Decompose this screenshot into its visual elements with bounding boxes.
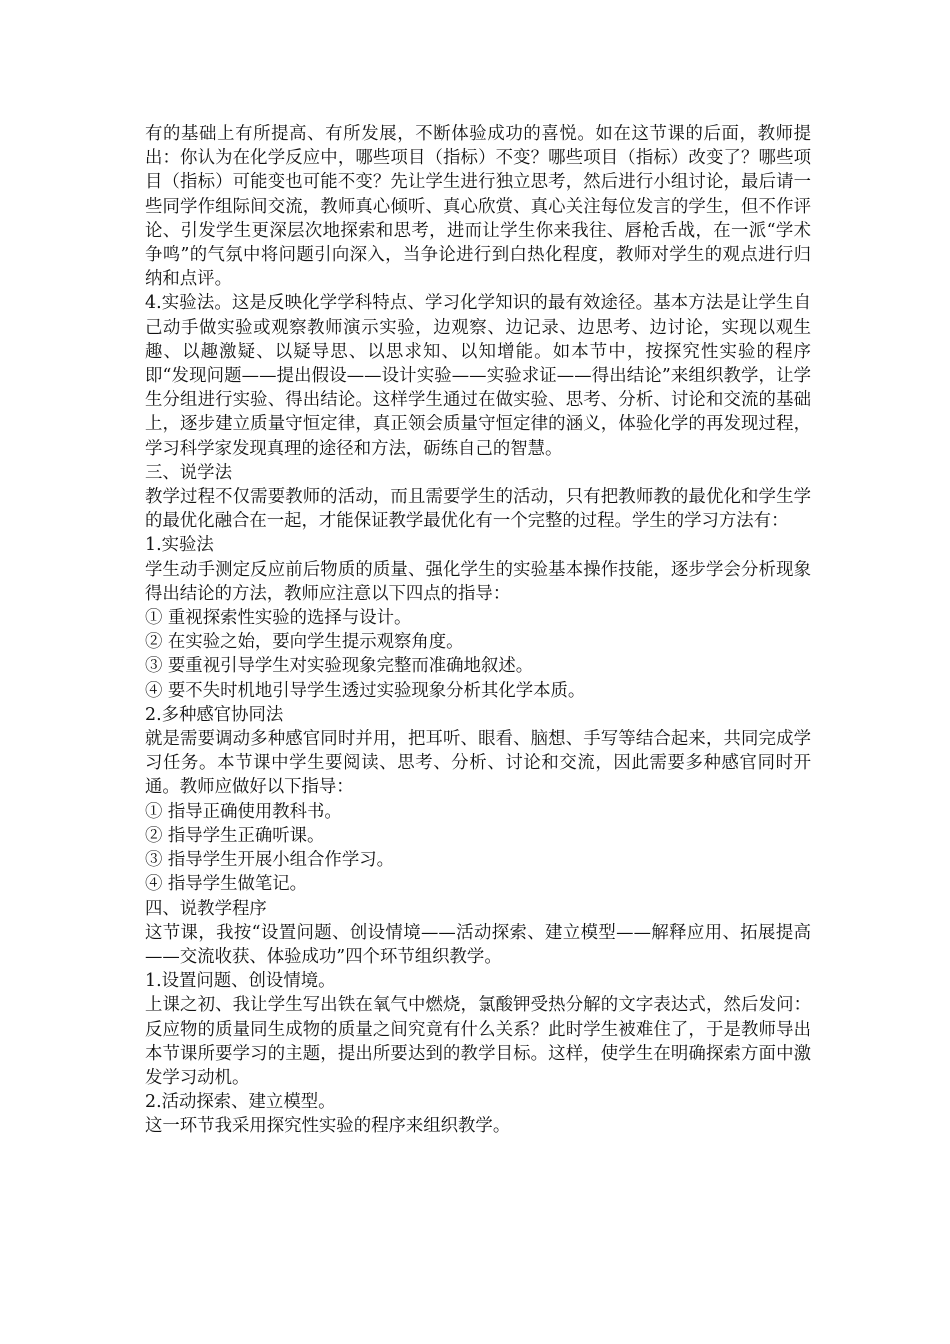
subheading-multi-sense: 2.多种感官协同法 [145, 704, 284, 725]
list-item: ③ 要重视引导学生对实验现象完整而准确地叙述。 [145, 656, 534, 677]
paragraph-set-questions-detail: 上课之初、我让学生写出铁在氧气中燃烧，氯酸钾受热分解的文字表达式，然后发问：反应物的质量同生成物的质量之间究竟有什么关系？此时学生被难住了，于是教师导出本节课所要学习的主题，提出所要达到的教学目标。这样，使学生在明确探索方面中激发学习动机。 [145, 995, 811, 1088]
subheading-set-questions: 1.设置问题、创设情境。 [145, 971, 336, 992]
paragraph-procedure-intro: 这节课，我按“设置问题、创设情境——活动探索、建立模型——解释应用、拓展提高——交流收获、体验成功”四个环节组织教学。 [145, 922, 811, 967]
paragraph-learning-intro: 教学过程不仅需要教师的活动，而且需要学生的活动，只有把教师教的最优化和学生学的最优化融合在一起，才能保证教学最优化有一个完整的过程。学生的学习方法有： [145, 487, 811, 532]
paragraph-activity-explore-detail: 这一环节我采用探究性实验的程序来组织教学。 [145, 1116, 511, 1137]
paragraph-experiment-detail: 学生动手测定反应前后物质的质量、强化学生的实验基本操作技能，逐步学会分析现象得出结论的方法，教师应注意以下四点的指导： [145, 559, 811, 604]
list-item: ④ 指导学生做笔记。 [145, 874, 308, 895]
heading-teaching-procedure: 四、说教学程序 [145, 898, 267, 919]
subheading-experiment: 1.实验法 [145, 535, 214, 556]
list-item: ① 重视探索性实验的选择与设计。 [145, 608, 412, 629]
list-item: ① 指导正确使用教科书。 [145, 801, 342, 822]
heading-learning-methods: 三、说学法 [145, 462, 232, 483]
list-item: ④ 要不失时机地引导学生透过实验现象分析其化学本质。 [145, 680, 586, 701]
list-item: ③ 指导学生开展小组合作学习。 [145, 850, 394, 871]
paragraph-experiment-method: 4.实验法。这是反映化学学科特点、学习化学知识的最有效途径。基本方法是让学生自己动手做实验或观察教师演示实验，边观察、边记录、边思考、边讨论，实现以观生趣、以趣激疑、以疑导思、以思求知、以知增能。如本节中，按探究性实验的程序即“发现问题——提出假设——设计实验——实验求证——得出结论”来组织教学，让学生分组进行实验、得出结论。这样学生通过在做实验、思考、分析、讨论和交流的基础上，逐步建立质量守恒定律，真正领会质量守恒定律的涵义，体验化学的再发现过程，学习科学家发现真理的途径和方法，砺练自己的智慧。 [145, 293, 811, 459]
list-item: ② 指导学生正确听课。 [145, 825, 325, 846]
document-page [145, 122, 811, 1139]
list-item: ② 在实验之始，要向学生提示观察角度。 [145, 632, 464, 653]
paragraph-multi-sense-detail: 就是需要调动多种感官同时并用，把耳听、眼看、脑想、手写等结合起来，共同完成学习任务。本节课中学生要阅读、思考、分析、讨论和交流，因此需要多种感官同时开通。教师应做好以下指导： [145, 729, 811, 798]
subheading-activity-explore: 2.活动探索、建立模型。 [145, 1092, 336, 1113]
paragraph-discussion-method: 有的基础上有所提高、有所发展，不断体验成功的喜悦。如在这节课的后面，教师提出：你认为在化学反应中，哪些项目（指标）不变？哪些项目（指标）改变了？哪些项目（指标）可能变也可能不变？先让学生进行独立思考，然后进行小组讨论，最后请一些同学作组际间交流，教师真心倾听、真心欣赏、真心关注每位发言的学生，但不作评论、引发学生更深层次地探索和思考，进而让学生你来我往、唇枪舌战，在一派“学术争鸣”的气氛中将问题引向深入，当争论进行到白热化程度，教师对学生的观点进行归纳和点评。 [145, 124, 811, 290]
